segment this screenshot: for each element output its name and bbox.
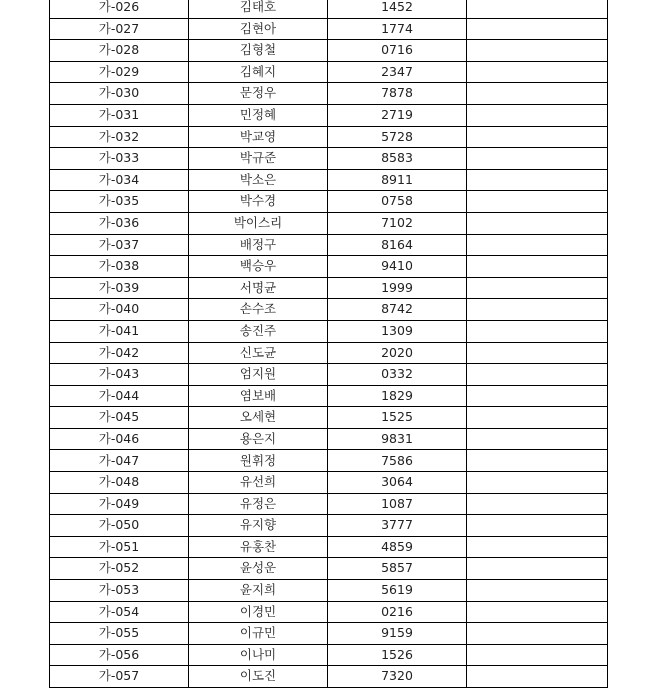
- row-name-cell: 송진주: [189, 320, 328, 342]
- row-name-cell: 이도진: [189, 666, 328, 688]
- table-row: [50, 320, 608, 342]
- row-number-cell: 2347: [328, 61, 467, 83]
- row-code-cell: 가-047: [50, 450, 189, 472]
- row-code-cell: 가-045: [50, 407, 189, 429]
- row-name-cell: 박이스리: [189, 212, 328, 234]
- row-code-cell: 가-028: [50, 40, 189, 62]
- row-name-cell: 박수경: [189, 191, 328, 213]
- row-number-cell: 8911: [328, 169, 467, 191]
- row-name-cell: 신도균: [189, 342, 328, 364]
- row-blank-cell: [467, 580, 608, 602]
- row-code-cell: 가-030: [50, 83, 189, 105]
- row-code-cell: 가-048: [50, 472, 189, 494]
- row-blank-cell: [467, 558, 608, 580]
- row-blank-cell: [467, 601, 608, 623]
- table-row: [50, 364, 608, 386]
- row-code-cell: 가-057: [50, 666, 189, 688]
- row-blank-cell: [467, 428, 608, 450]
- row-name-cell: 박소은: [189, 169, 328, 191]
- row-name-cell: 박규준: [189, 148, 328, 170]
- row-name-cell: 유지향: [189, 515, 328, 537]
- row-number-cell: 8164: [328, 234, 467, 256]
- roster-table-body: [50, 0, 608, 688]
- row-number-cell: 4859: [328, 536, 467, 558]
- row-number-cell: 0716: [328, 40, 467, 62]
- row-blank-cell: [467, 212, 608, 234]
- row-number-cell: 9831: [328, 428, 467, 450]
- row-code-cell: 가-039: [50, 277, 189, 299]
- table-row: [50, 126, 608, 148]
- row-name-cell: 문정우: [189, 83, 328, 105]
- table-row: [50, 83, 608, 105]
- table-row: [50, 40, 608, 62]
- table-row: [50, 601, 608, 623]
- row-code-cell: 가-042: [50, 342, 189, 364]
- row-name-cell: 김혜지: [189, 61, 328, 83]
- row-name-cell: 이경민: [189, 601, 328, 623]
- row-number-cell: 2020: [328, 342, 467, 364]
- roster-table: [49, 0, 608, 688]
- row-blank-cell: [467, 515, 608, 537]
- table-row: [50, 277, 608, 299]
- row-number-cell: 1526: [328, 644, 467, 666]
- row-blank-cell: [467, 191, 608, 213]
- row-name-cell: 유홍찬: [189, 536, 328, 558]
- row-blank-cell: [467, 536, 608, 558]
- row-code-cell: 가-050: [50, 515, 189, 537]
- row-blank-cell: [467, 83, 608, 105]
- row-name-cell: 원휘정: [189, 450, 328, 472]
- row-number-cell: 0758: [328, 191, 467, 213]
- row-number-cell: 7586: [328, 450, 467, 472]
- row-name-cell: 오세현: [189, 407, 328, 429]
- row-blank-cell: [467, 407, 608, 429]
- row-blank-cell: [467, 256, 608, 278]
- table-row: [50, 666, 608, 688]
- row-name-cell: 유정은: [189, 493, 328, 515]
- table-row: [50, 256, 608, 278]
- row-name-cell: 서명균: [189, 277, 328, 299]
- row-name-cell: 유선희: [189, 472, 328, 494]
- row-blank-cell: [467, 18, 608, 40]
- row-number-cell: 5619: [328, 580, 467, 602]
- table-row: [50, 644, 608, 666]
- row-name-cell: 손수조: [189, 299, 328, 321]
- row-code-cell: 가-036: [50, 212, 189, 234]
- row-name-cell: 이나미: [189, 644, 328, 666]
- row-code-cell: 가-037: [50, 234, 189, 256]
- row-code-cell: 가-034: [50, 169, 189, 191]
- row-number-cell: 5728: [328, 126, 467, 148]
- row-code-cell: 가-055: [50, 623, 189, 645]
- row-code-cell: 가-027: [50, 18, 189, 40]
- row-blank-cell: [467, 450, 608, 472]
- table-row: [50, 148, 608, 170]
- row-name-cell: 김형철: [189, 40, 328, 62]
- row-blank-cell: [467, 644, 608, 666]
- row-blank-cell: [467, 40, 608, 62]
- row-number-cell: 1525: [328, 407, 467, 429]
- table-row: [50, 342, 608, 364]
- row-name-cell: 백승우: [189, 256, 328, 278]
- row-blank-cell: [467, 148, 608, 170]
- row-number-cell: 2719: [328, 104, 467, 126]
- table-row: [50, 515, 608, 537]
- row-blank-cell: [467, 126, 608, 148]
- row-number-cell: 8583: [328, 148, 467, 170]
- row-code-cell: 가-029: [50, 61, 189, 83]
- row-blank-cell: [467, 0, 608, 18]
- row-blank-cell: [467, 234, 608, 256]
- row-number-cell: 9159: [328, 623, 467, 645]
- row-number-cell: 1309: [328, 320, 467, 342]
- row-code-cell: 가-046: [50, 428, 189, 450]
- row-number-cell: 0332: [328, 364, 467, 386]
- row-code-cell: 가-026: [50, 0, 189, 18]
- table-row: [50, 407, 608, 429]
- row-code-cell: 가-040: [50, 299, 189, 321]
- row-name-cell: 김현아: [189, 18, 328, 40]
- table-row: [50, 536, 608, 558]
- row-number-cell: 9410: [328, 256, 467, 278]
- row-code-cell: 가-056: [50, 644, 189, 666]
- row-name-cell: 윤지희: [189, 580, 328, 602]
- row-blank-cell: [467, 320, 608, 342]
- row-blank-cell: [467, 666, 608, 688]
- row-name-cell: 용은지: [189, 428, 328, 450]
- row-number-cell: 7878: [328, 83, 467, 105]
- roster-sheet: [49, 0, 607, 688]
- row-number-cell: 1829: [328, 385, 467, 407]
- table-row: [50, 299, 608, 321]
- table-row: [50, 385, 608, 407]
- row-number-cell: 1452: [328, 0, 467, 18]
- row-blank-cell: [467, 104, 608, 126]
- row-code-cell: 가-049: [50, 493, 189, 515]
- row-code-cell: 가-054: [50, 601, 189, 623]
- row-blank-cell: [467, 364, 608, 386]
- row-number-cell: 1999: [328, 277, 467, 299]
- row-blank-cell: [467, 385, 608, 407]
- table-row: [50, 169, 608, 191]
- table-row: [50, 472, 608, 494]
- row-blank-cell: [467, 472, 608, 494]
- table-row: [50, 558, 608, 580]
- row-number-cell: 7320: [328, 666, 467, 688]
- row-name-cell: 염보배: [189, 385, 328, 407]
- row-code-cell: 가-043: [50, 364, 189, 386]
- table-row: [50, 0, 608, 18]
- row-blank-cell: [467, 342, 608, 364]
- row-code-cell: 가-038: [50, 256, 189, 278]
- row-blank-cell: [467, 623, 608, 645]
- row-name-cell: 엄지원: [189, 364, 328, 386]
- row-code-cell: 가-051: [50, 536, 189, 558]
- row-blank-cell: [467, 493, 608, 515]
- table-row: [50, 580, 608, 602]
- row-number-cell: 7102: [328, 212, 467, 234]
- row-code-cell: 가-053: [50, 580, 189, 602]
- row-number-cell: 1087: [328, 493, 467, 515]
- table-row: [50, 493, 608, 515]
- row-blank-cell: [467, 299, 608, 321]
- table-row: [50, 234, 608, 256]
- row-blank-cell: [467, 277, 608, 299]
- table-row: [50, 428, 608, 450]
- row-number-cell: 3777: [328, 515, 467, 537]
- table-row: [50, 450, 608, 472]
- row-name-cell: 민정혜: [189, 104, 328, 126]
- row-code-cell: 가-033: [50, 148, 189, 170]
- table-row: [50, 61, 608, 83]
- row-code-cell: 가-032: [50, 126, 189, 148]
- row-number-cell: 5857: [328, 558, 467, 580]
- row-blank-cell: [467, 169, 608, 191]
- row-code-cell: 가-031: [50, 104, 189, 126]
- table-row: [50, 212, 608, 234]
- row-number-cell: 8742: [328, 299, 467, 321]
- row-number-cell: 1774: [328, 18, 467, 40]
- table-row: [50, 18, 608, 40]
- table-row: [50, 623, 608, 645]
- row-code-cell: 가-052: [50, 558, 189, 580]
- row-name-cell: 윤성운: [189, 558, 328, 580]
- row-number-cell: 0216: [328, 601, 467, 623]
- row-name-cell: 이규민: [189, 623, 328, 645]
- row-code-cell: 가-044: [50, 385, 189, 407]
- row-name-cell: 배정구: [189, 234, 328, 256]
- table-row: [50, 191, 608, 213]
- row-name-cell: 김태호: [189, 0, 328, 18]
- row-name-cell: 박교영: [189, 126, 328, 148]
- row-number-cell: 3064: [328, 472, 467, 494]
- row-code-cell: 가-041: [50, 320, 189, 342]
- table-row: [50, 104, 608, 126]
- row-code-cell: 가-035: [50, 191, 189, 213]
- row-blank-cell: [467, 61, 608, 83]
